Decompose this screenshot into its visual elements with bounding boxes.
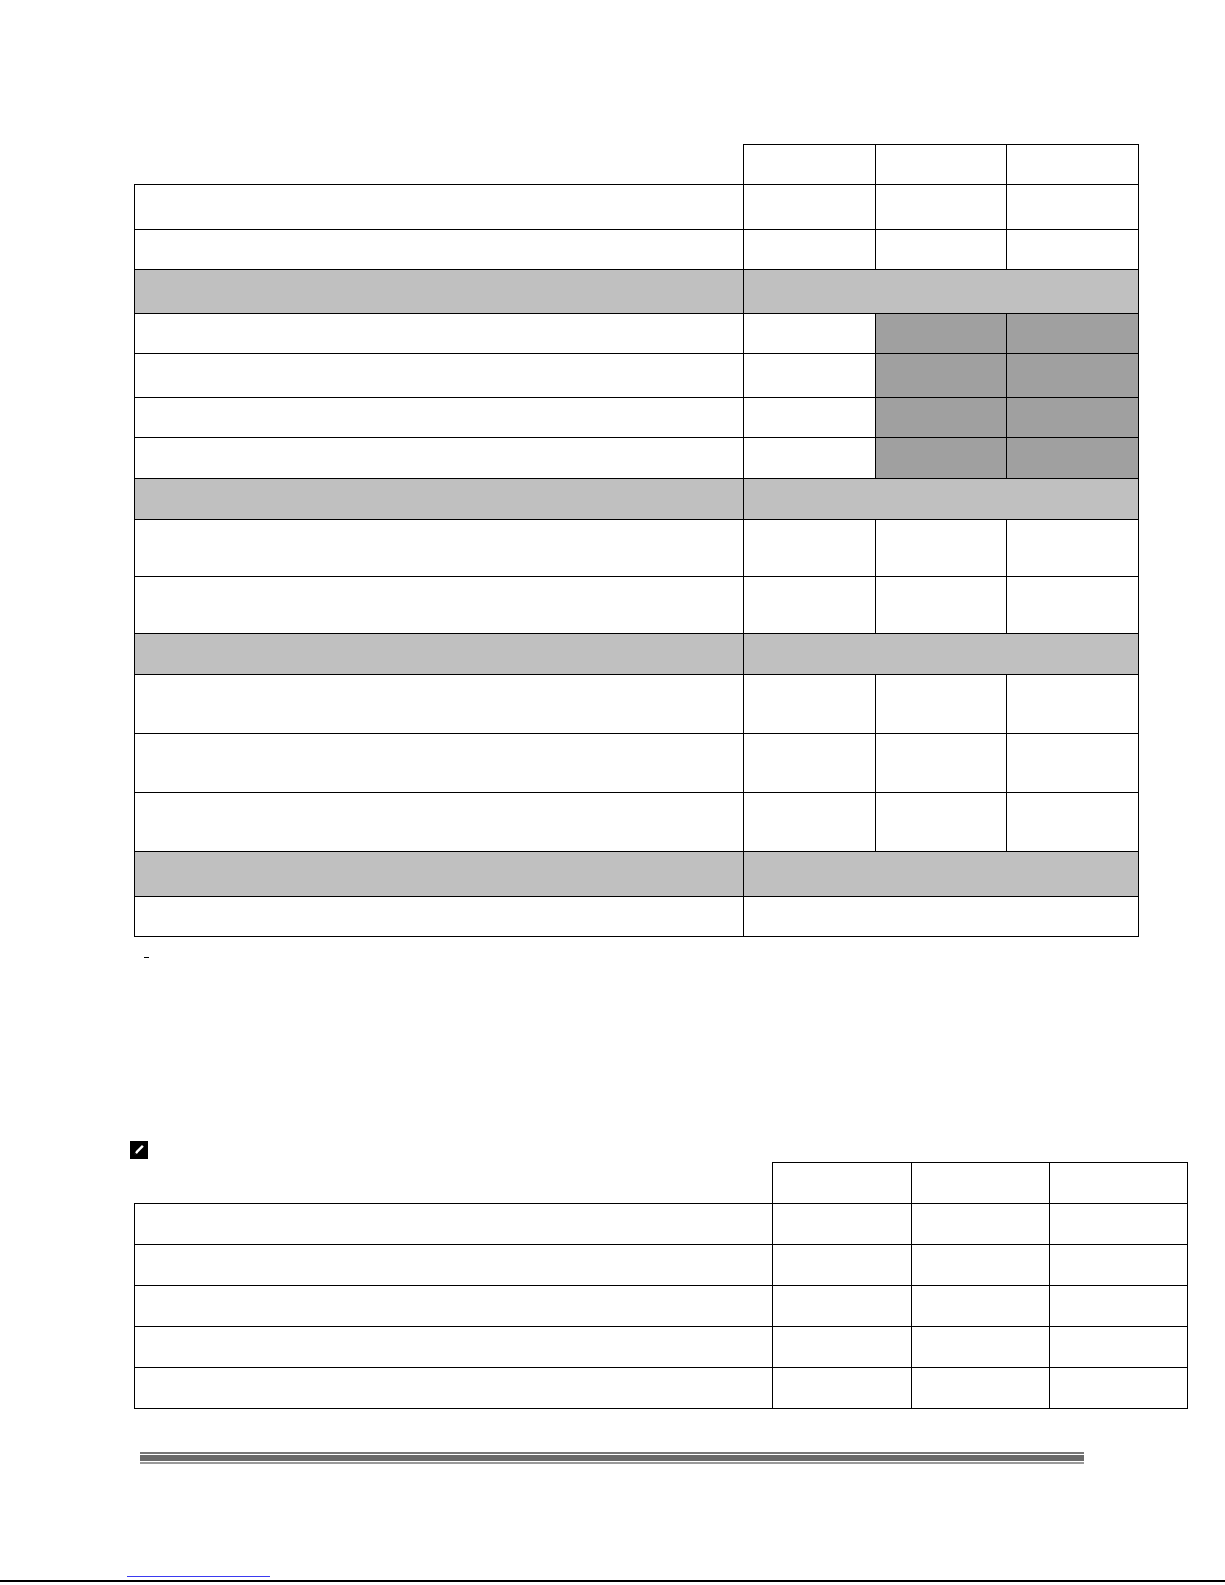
row-value <box>1007 734 1139 793</box>
spec-table-second <box>134 1162 1188 1409</box>
row-value <box>876 230 1007 270</box>
table-row <box>135 398 1139 438</box>
row-value <box>744 577 876 634</box>
row-value <box>744 438 876 479</box>
row-value-shaded <box>1007 354 1139 398</box>
row-value <box>1007 793 1139 852</box>
row-value-shaded <box>1007 314 1139 354</box>
row-label <box>135 793 744 852</box>
table-row <box>135 314 1139 354</box>
page-bottom-edge <box>0 1580 1225 1582</box>
footer-rule-thin-line-lower <box>140 1462 1084 1464</box>
table-row <box>135 230 1139 270</box>
row-value <box>744 734 876 793</box>
row-value <box>911 1368 1049 1409</box>
footer-rule-thick-line <box>140 1455 1084 1461</box>
row-value <box>773 1327 911 1368</box>
row-value <box>1007 185 1139 230</box>
row-label <box>135 185 744 230</box>
footnote-dash <box>144 957 149 958</box>
row-label <box>135 520 744 577</box>
row-value <box>773 1204 911 1245</box>
row-value <box>744 230 876 270</box>
row-value <box>744 185 876 230</box>
row-label <box>135 398 744 438</box>
section-label <box>135 270 744 314</box>
header-cell <box>1049 1163 1187 1204</box>
row-value <box>744 793 876 852</box>
table-header-row <box>135 145 1139 185</box>
row-label <box>135 577 744 634</box>
row-value <box>744 520 876 577</box>
row-value <box>911 1245 1049 1286</box>
row-value <box>744 675 876 734</box>
row-value <box>1049 1204 1187 1245</box>
section-value <box>744 270 1139 314</box>
header-cell <box>1007 145 1139 185</box>
header-cell <box>773 1163 911 1204</box>
header-corner <box>135 1163 773 1204</box>
row-label <box>135 1286 773 1327</box>
row-value <box>911 1286 1049 1327</box>
table-header-row <box>135 1163 1188 1204</box>
row-value-shaded <box>876 354 1007 398</box>
row-value <box>876 577 1007 634</box>
table-row <box>135 897 1139 937</box>
header-cell <box>876 145 1007 185</box>
section-row <box>135 270 1139 314</box>
footer-rule-thin-line <box>140 1452 1084 1454</box>
row-value <box>876 675 1007 734</box>
row-value <box>876 185 1007 230</box>
row-value <box>1049 1245 1187 1286</box>
row-value-shaded <box>876 438 1007 479</box>
row-value <box>1007 520 1139 577</box>
section-label <box>135 634 744 675</box>
table-row <box>135 734 1139 793</box>
table-row <box>135 1368 1188 1409</box>
row-value <box>1049 1286 1187 1327</box>
row-value <box>911 1204 1049 1245</box>
row-value-shaded <box>876 398 1007 438</box>
table-row <box>135 1327 1188 1368</box>
spec-table-main <box>134 144 1139 937</box>
section-row <box>135 634 1139 675</box>
row-value <box>773 1286 911 1327</box>
row-label <box>135 675 744 734</box>
table-row <box>135 577 1139 634</box>
section-row <box>135 852 1139 897</box>
table-row <box>135 675 1139 734</box>
pencil-note-icon <box>130 1141 148 1159</box>
row-value <box>876 520 1007 577</box>
row-label <box>135 1245 773 1286</box>
section-label <box>135 852 744 897</box>
row-label <box>135 1327 773 1368</box>
table-row <box>135 1286 1188 1327</box>
row-value <box>1049 1368 1187 1409</box>
section-value <box>744 634 1139 675</box>
row-value <box>1007 577 1139 634</box>
row-value <box>911 1327 1049 1368</box>
row-value <box>744 354 876 398</box>
row-value-merged <box>744 897 1139 937</box>
row-label <box>135 438 744 479</box>
row-label <box>135 734 744 793</box>
row-value <box>1007 675 1139 734</box>
table-row <box>135 520 1139 577</box>
row-label <box>135 354 744 398</box>
header-cell <box>911 1163 1049 1204</box>
row-value <box>1007 230 1139 270</box>
row-value <box>773 1245 911 1286</box>
section-value <box>744 852 1139 897</box>
row-label <box>135 1204 773 1245</box>
section-label <box>135 479 744 520</box>
link-underline[interactable] <box>127 1576 270 1577</box>
table-row <box>135 354 1139 398</box>
table-row <box>135 1245 1188 1286</box>
table-row <box>135 1204 1188 1245</box>
row-label <box>135 230 744 270</box>
row-value <box>876 793 1007 852</box>
section-row <box>135 479 1139 520</box>
row-label <box>135 897 744 937</box>
row-value <box>744 314 876 354</box>
row-value <box>1049 1327 1187 1368</box>
row-value-shaded <box>876 314 1007 354</box>
table-row <box>135 438 1139 479</box>
row-value-shaded <box>1007 438 1139 479</box>
row-value <box>744 398 876 438</box>
row-label <box>135 1368 773 1409</box>
table-row <box>135 185 1139 230</box>
row-value-shaded <box>1007 398 1139 438</box>
header-cell <box>744 145 876 185</box>
row-value <box>876 734 1007 793</box>
row-value <box>773 1368 911 1409</box>
row-label <box>135 314 744 354</box>
table-row <box>135 793 1139 852</box>
section-value <box>744 479 1139 520</box>
header-corner <box>135 145 744 185</box>
